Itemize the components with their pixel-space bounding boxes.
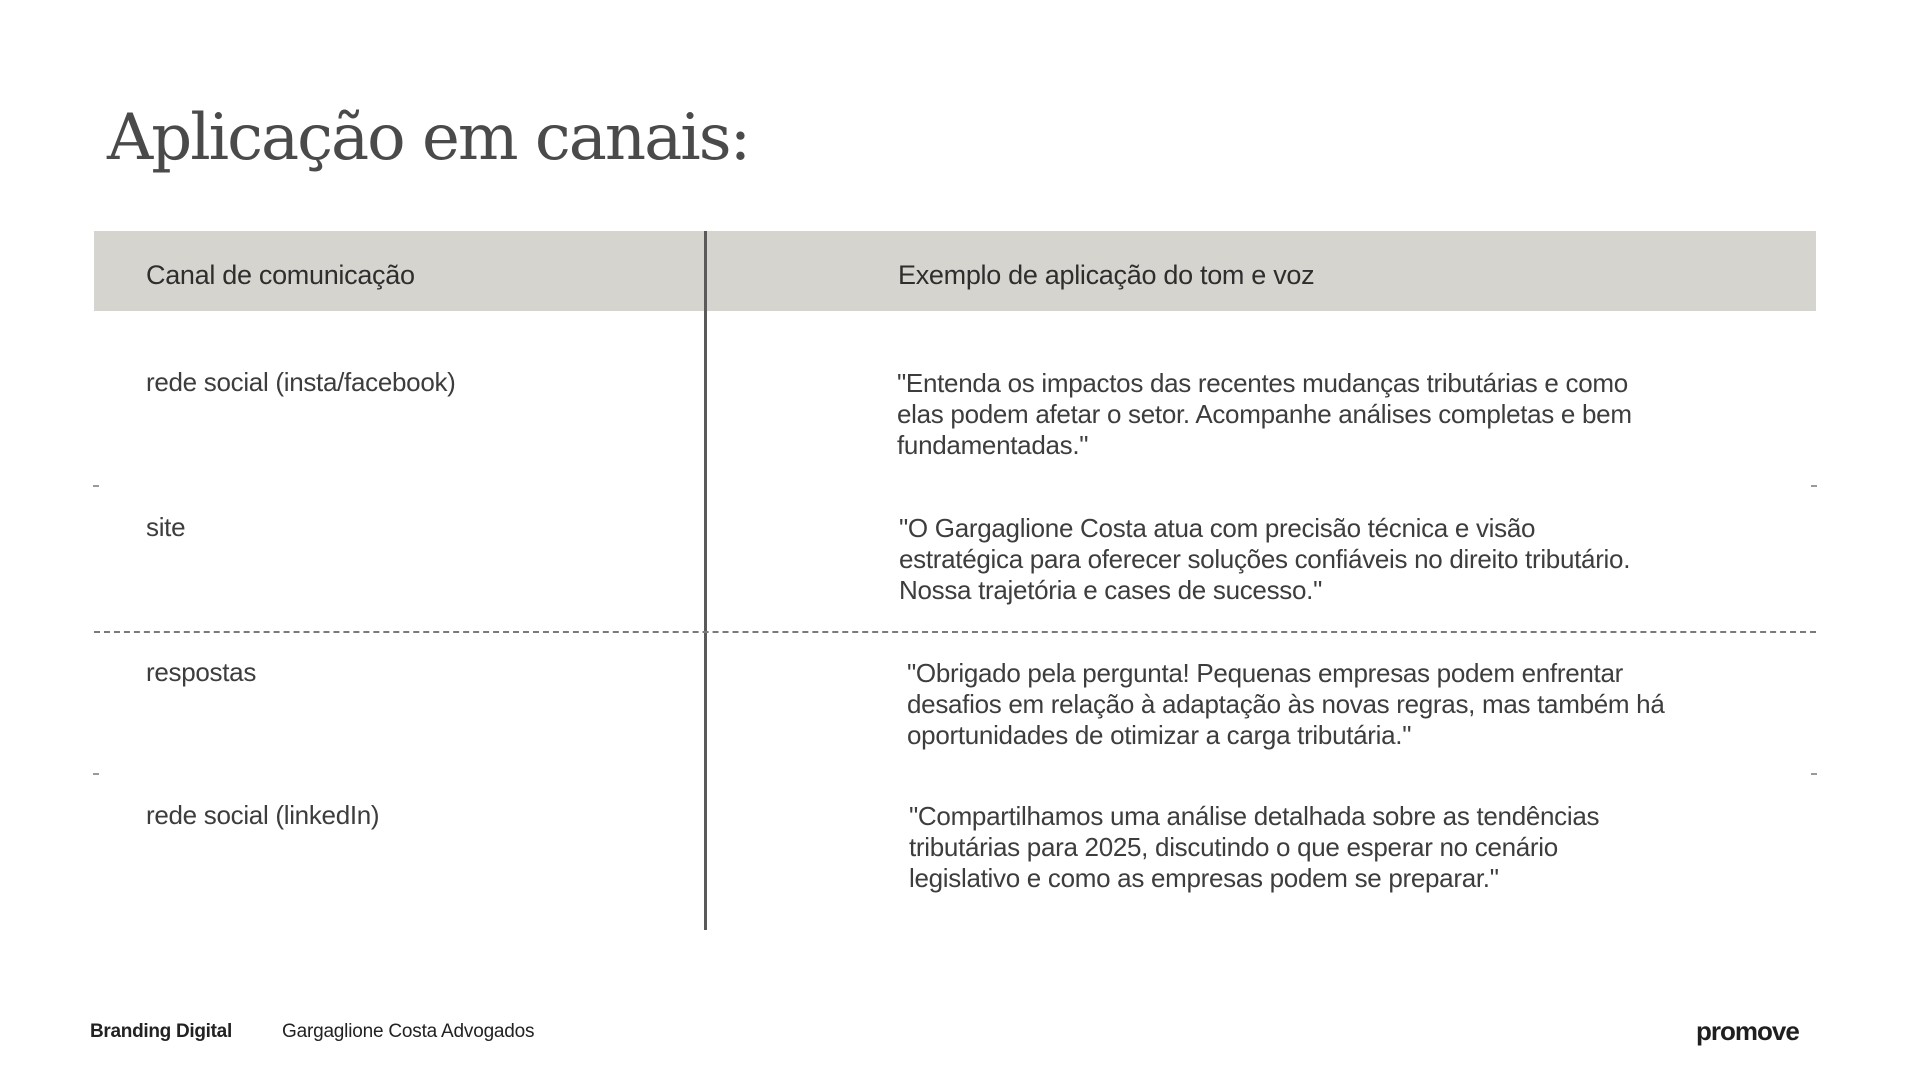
- footer-brand: Branding Digital: [90, 1021, 232, 1042]
- column-divider: [704, 231, 707, 930]
- table-row-example: "Entenda os impactos das recentes mudanças tributárias e como elas podem afetar o setor. Acompanhe análises completas e bem fundamentadas.": [897, 368, 1632, 460]
- column-header-example: Exemplo de aplicação do tom e voz: [898, 260, 1315, 290]
- footer-client-name: Gargaglione Costa Advogados: [282, 1021, 535, 1042]
- table-row-channel: site: [146, 512, 186, 542]
- row-tick-mark: [93, 773, 99, 775]
- promove-logo: promove: [1696, 1016, 1799, 1046]
- row-tick-mark: [93, 485, 99, 487]
- row-divider-dashed: [94, 631, 1816, 633]
- row-tick-mark: [1811, 485, 1817, 487]
- table-row-channel: rede social (linkedIn): [146, 800, 380, 830]
- table-row-example: "O Gargaglione Costa atua com precisão técnica e visão estratégica para oferecer soluções confiáveis no direito tributário. Nossa trajetória e cases de sucesso.": [899, 513, 1631, 605]
- column-header-channel: Canal de comunicação: [146, 260, 415, 290]
- table-row-example: "Obrigado pela pergunta! Pequenas empresas podem enfrentar desafios em relação à adaptação às novas regras, mas também há oportunidades de otimizar a carga tributária.": [907, 658, 1665, 750]
- row-tick-mark: [1811, 773, 1817, 775]
- page-title: Aplicação em canais:: [107, 101, 750, 175]
- table-row-channel: rede social (insta/facebook): [146, 367, 456, 397]
- table-row-channel: respostas: [146, 657, 257, 687]
- table-row-example: "Compartilhamos uma análise detalhada sobre as tendências tributárias para 2025, discutindo o que esperar no cenário legislativo e como as empresas podem se preparar.": [909, 801, 1600, 893]
